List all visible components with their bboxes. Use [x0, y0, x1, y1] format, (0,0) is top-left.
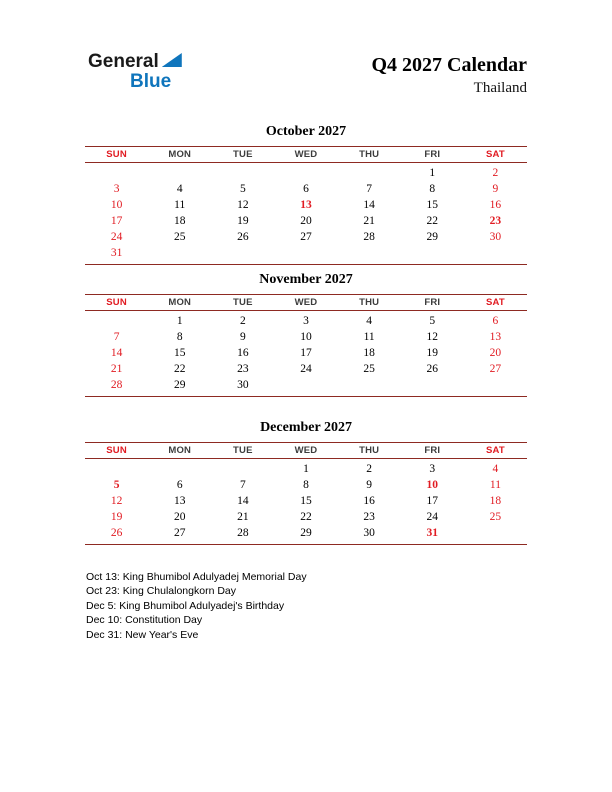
date-cell: 4	[366, 315, 372, 327]
date-cell: 6	[176, 479, 183, 491]
day-of-week-header: MON	[168, 445, 192, 456]
date-cell: 25	[489, 511, 502, 523]
date-cell: 16	[489, 199, 502, 211]
date-cell: 24	[110, 231, 123, 243]
page-title: Q4 2027 Calendar	[371, 54, 527, 76]
date-cell: 21	[363, 215, 375, 227]
date-cell: 1	[303, 463, 309, 475]
date-cell: 16	[363, 495, 375, 507]
date-cell: 27	[489, 363, 502, 375]
date-cell: 2	[239, 315, 246, 327]
empty-cell	[401, 245, 464, 261]
date-cell: 2	[492, 167, 499, 179]
date-cell: 24	[426, 511, 439, 523]
day-of-week-header: SAT	[485, 149, 505, 160]
day-of-week-header: MON	[168, 149, 192, 160]
date-cell: 27	[173, 527, 186, 539]
date-cell: 22	[173, 363, 186, 375]
date-cell: 30	[489, 231, 502, 243]
date-cell: 13	[300, 199, 312, 211]
week-row	[85, 245, 527, 261]
week-row	[85, 525, 527, 541]
date-cell: 13	[173, 495, 186, 507]
empty-cell	[148, 245, 211, 261]
date-cell: 7	[366, 183, 372, 195]
date-cell: 20	[489, 347, 502, 359]
date-cell: 20	[173, 511, 186, 523]
week-row	[85, 493, 527, 509]
empty-cell	[401, 377, 464, 393]
holiday-item: Dec 10: Constitution Day	[86, 614, 203, 627]
date-cell: 28	[363, 231, 375, 243]
month-october	[85, 124, 527, 265]
date-cell: 21	[237, 511, 249, 523]
day-of-week-header: SAT	[485, 297, 505, 308]
day-of-week-header: THU	[359, 445, 380, 456]
date-cell: 26	[237, 231, 249, 243]
weekday-header-row	[85, 294, 527, 311]
date-cell: 20	[300, 215, 312, 227]
week-row	[85, 165, 527, 181]
empty-cell	[85, 165, 148, 181]
day-of-week-header: TUE	[233, 149, 253, 160]
date-cell: 26	[110, 527, 123, 539]
month-december	[85, 420, 527, 545]
date-cell: 13	[489, 331, 502, 343]
date-cell: 17	[110, 215, 123, 227]
date-cell: 23	[489, 215, 502, 227]
date-cell: 19	[237, 215, 249, 227]
date-cell: 27	[300, 231, 312, 243]
weekday-header-row	[85, 146, 527, 163]
empty-cell	[148, 461, 211, 477]
date-cell: 5	[113, 479, 120, 491]
date-cell: 4	[176, 183, 183, 195]
week-row	[85, 313, 527, 329]
date-cell: 3	[113, 183, 120, 195]
empty-cell	[464, 377, 527, 393]
date-cell: 9	[366, 479, 372, 491]
date-cell: 12	[237, 199, 249, 211]
date-cell: 16	[237, 347, 249, 359]
holiday-list	[86, 570, 307, 642]
date-cell: 29	[300, 527, 312, 539]
month-title: October 2027	[265, 124, 347, 139]
date-cell: 7	[239, 479, 246, 491]
empty-cell	[338, 245, 401, 261]
date-cell: 8	[303, 479, 309, 491]
day-of-week-header: SAT	[485, 445, 505, 456]
day-of-week-header: SUN	[106, 149, 127, 160]
empty-cell	[211, 461, 274, 477]
week-row	[85, 509, 527, 525]
day-of-week-header: WED	[294, 297, 318, 308]
day-of-week-header: FRI	[424, 445, 441, 456]
date-cell: 3	[429, 463, 436, 475]
date-cell: 30	[363, 527, 375, 539]
empty-cell	[85, 313, 148, 329]
date-cell: 31	[110, 247, 123, 259]
date-cell: 10	[426, 479, 439, 491]
date-cell: 23	[363, 511, 375, 523]
logo-text-general: General	[88, 51, 159, 72]
weekday-header-row	[85, 442, 527, 459]
date-cell: 22	[426, 215, 439, 227]
day-of-week-header: FRI	[424, 149, 441, 160]
logo-triangle-icon	[162, 53, 182, 67]
empty-cell	[274, 377, 337, 393]
region-label: Thailand	[473, 80, 527, 96]
month-title: December 2027	[260, 420, 352, 435]
logo-top-row	[88, 52, 182, 71]
holiday-item: Oct 13: King Bhumibol Adulyadej Memorial Day	[86, 571, 307, 583]
date-cell: 24	[300, 363, 312, 375]
date-cell: 8	[429, 183, 436, 195]
date-cell: 28	[237, 527, 249, 539]
empty-cell	[85, 461, 148, 477]
week-row	[85, 461, 527, 477]
day-of-week-header: SUN	[106, 297, 127, 308]
date-cell: 14	[363, 199, 375, 211]
date-cell: 14	[237, 495, 249, 507]
empty-cell	[338, 165, 401, 181]
date-cell: 22	[300, 511, 312, 523]
holiday-item: Oct 23: King Chulalongkorn Day	[86, 585, 236, 598]
date-cell: 11	[489, 479, 501, 491]
date-cell: 1	[429, 167, 436, 179]
date-cell: 26	[426, 363, 439, 375]
date-cell: 9	[239, 331, 246, 343]
day-of-week-header: FRI	[424, 297, 441, 308]
date-cell: 6	[492, 315, 499, 327]
date-cell: 10	[300, 331, 312, 343]
date-cell: 28	[110, 379, 123, 391]
date-cell: 1	[176, 315, 183, 327]
date-cell: 23	[237, 363, 249, 375]
day-of-week-header: THU	[359, 297, 380, 308]
week-row	[85, 329, 527, 345]
date-cell: 17	[426, 495, 439, 507]
date-cell: 25	[173, 231, 186, 243]
day-of-week-header: WED	[294, 445, 318, 456]
day-of-week-header: THU	[359, 149, 380, 160]
week-row	[85, 197, 527, 213]
date-cell: 12	[110, 495, 123, 507]
weeks-grid	[85, 311, 527, 397]
empty-cell	[274, 165, 337, 181]
week-row	[85, 477, 527, 493]
month-title: November 2027	[259, 272, 353, 287]
date-cell: 18	[363, 347, 375, 359]
date-cell: 12	[426, 331, 439, 343]
day-of-week-header: WED	[294, 149, 318, 160]
day-of-week-header: SUN	[106, 445, 127, 456]
date-cell: 8	[176, 331, 183, 343]
day-of-week-header: TUE	[233, 297, 253, 308]
date-cell: 7	[113, 331, 120, 343]
date-cell: 21	[110, 363, 123, 375]
date-cell: 30	[237, 379, 249, 391]
date-cell: 4	[492, 463, 499, 475]
date-cell: 14	[110, 347, 123, 359]
general-blue-logo	[88, 52, 182, 91]
date-cell: 29	[173, 379, 186, 391]
date-cell: 19	[110, 511, 123, 523]
date-cell: 25	[363, 363, 375, 375]
empty-cell	[338, 377, 401, 393]
date-cell: 17	[300, 347, 312, 359]
day-of-week-header: MON	[168, 297, 192, 308]
empty-cell	[464, 245, 527, 261]
date-cell: 15	[300, 495, 312, 507]
date-cell: 5	[429, 315, 436, 327]
empty-cell	[274, 245, 337, 261]
date-cell: 11	[363, 331, 375, 343]
empty-cell	[464, 525, 527, 541]
date-cell: 11	[174, 199, 186, 211]
date-cell: 29	[426, 231, 439, 243]
date-cell: 6	[303, 183, 309, 195]
date-cell: 19	[426, 347, 439, 359]
date-cell: 18	[489, 495, 502, 507]
date-cell: 10	[110, 199, 123, 211]
empty-cell	[211, 245, 274, 261]
date-cell: 2	[366, 463, 372, 475]
month-november	[85, 272, 527, 397]
day-of-week-header: TUE	[233, 445, 253, 456]
date-cell: 31	[426, 527, 439, 539]
week-row	[85, 229, 527, 245]
week-row	[85, 361, 527, 377]
weeks-grid	[85, 459, 527, 545]
date-cell: 3	[303, 315, 309, 327]
date-cell: 18	[173, 215, 186, 227]
empty-cell	[148, 165, 211, 181]
logo-text-blue: Blue	[130, 71, 172, 92]
empty-cell	[211, 165, 274, 181]
week-row	[85, 181, 527, 197]
date-cell: 5	[239, 183, 246, 195]
week-row	[85, 213, 527, 229]
week-row	[85, 345, 527, 361]
date-cell: 9	[492, 183, 499, 195]
date-cell: 15	[426, 199, 439, 211]
date-cell: 15	[173, 347, 186, 359]
header-title-block	[371, 54, 527, 97]
week-row	[85, 377, 527, 393]
weeks-grid	[85, 163, 527, 265]
holiday-item: Dec 31: New Year's Eve	[86, 628, 199, 641]
holiday-item: Dec 5: King Bhumibol Adulyadej's Birthday	[86, 599, 285, 612]
